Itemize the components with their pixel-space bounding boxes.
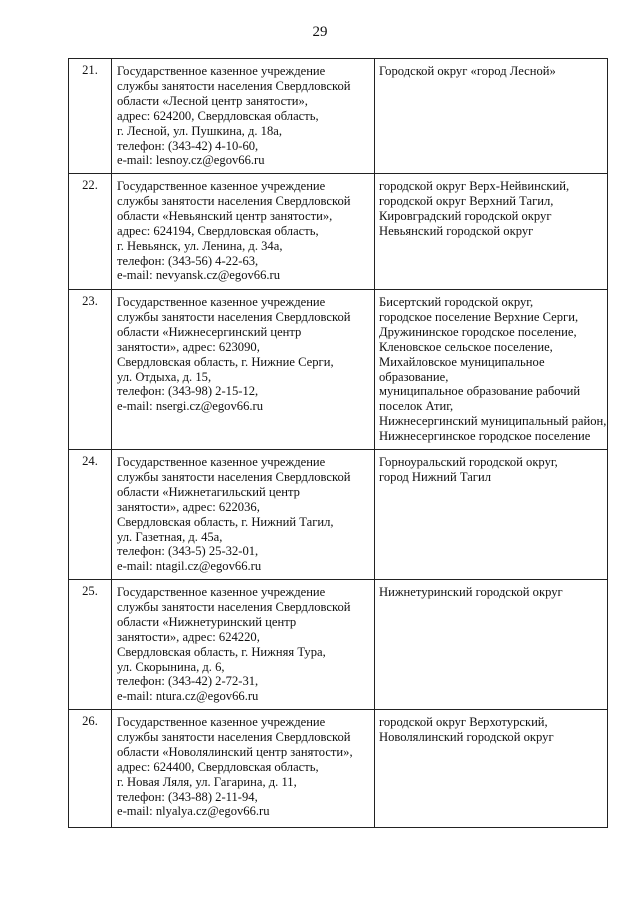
territory-cell xyxy=(375,710,608,828)
territory-cell xyxy=(375,450,608,580)
organization-line: адрес: 624194, Свердловская область, xyxy=(117,223,319,238)
organization-cell xyxy=(112,59,375,174)
organization-line: г. Невьянск, ул. Ленина, д. 34а, xyxy=(117,238,283,253)
territory-line: городской округ Верх-Нейвинский, xyxy=(379,179,570,193)
row-number: 24. xyxy=(69,450,112,580)
organization-line: занятости», адрес: 624220, xyxy=(117,629,260,644)
territory-line: Кленовское сельское поселение, xyxy=(379,339,553,354)
organization-line: телефон: (343-42) 2-72-31, xyxy=(117,674,259,689)
organization-line: области «Невьянский центр занятости», xyxy=(117,208,333,223)
territory-line: городской округ Верхотурский, xyxy=(379,715,548,729)
organization-line: адрес: 624200, Свердловская область, xyxy=(117,108,319,123)
organization-line: Свердловская область, г. Нижние Серги, xyxy=(117,354,334,369)
organization-line: телефон: (343-56) 4-22-63, xyxy=(117,253,259,268)
row-number: 25. xyxy=(69,580,112,710)
organization-line: г. Лесной, ул. Пушкина, д. 18а, xyxy=(117,123,282,138)
territory-line: образование, xyxy=(379,369,449,384)
organization-line: e-mail: nsergi.cz@egov66.ru xyxy=(117,399,264,414)
organization-cell xyxy=(112,710,375,828)
table-row xyxy=(69,450,608,580)
organization-cell xyxy=(112,450,375,580)
organization-line: службы занятости населения Свердловской xyxy=(117,729,351,744)
organization-line: телефон: (343-42) 4-10-60, xyxy=(117,138,259,153)
organization-line: занятости», адрес: 623090, xyxy=(117,339,260,354)
organization-cell xyxy=(112,580,375,710)
organization-line: e-mail: nlyalya.cz@egov66.ru xyxy=(117,804,270,819)
table-row xyxy=(69,580,608,710)
territory-line: городской округ Верхний Тагил, xyxy=(379,193,554,208)
territory-line: Бисертский городской округ, xyxy=(379,295,534,309)
territory-line: Нижнесергинский муниципальный район, xyxy=(379,414,607,429)
organization-line: телефон: (343-98) 2-15-12, xyxy=(117,384,259,399)
row-number: 23. xyxy=(69,290,112,450)
territory-line: Невьянский городской округ xyxy=(379,223,534,238)
territory-line: поселок Атиг, xyxy=(379,399,454,414)
territory-cell xyxy=(375,580,608,710)
organization-line: области «Нижнетагильский центр xyxy=(117,484,300,499)
territory-line: Горноуральский городской округ, xyxy=(379,455,558,469)
table-row xyxy=(69,59,608,174)
organization-line: службы занятости населения Свердловской xyxy=(117,78,351,93)
organization-line: службы занятости населения Свердловской xyxy=(117,599,351,614)
territory-line: Кировградский городской округ xyxy=(379,208,552,223)
organization-line: e-mail: nevyansk.cz@egov66.ru xyxy=(117,268,281,283)
table-row xyxy=(69,174,608,290)
organization-line: Государственное казенное учреждение xyxy=(117,179,326,193)
organization-line: области «Нижнесергинский центр xyxy=(117,324,302,339)
organization-line: области «Нижнетуринский центр xyxy=(117,614,297,629)
organization-line: Государственное казенное учреждение xyxy=(117,64,326,78)
row-number: 21. xyxy=(69,59,112,174)
organization-line: Государственное казенное учреждение xyxy=(117,455,326,469)
territory-line: городское поселение Верхние Серги, xyxy=(379,309,579,324)
organization-line: ул. Отдыха, д. 15, xyxy=(117,369,212,384)
organization-line: e-mail: lesnoy.cz@egov66.ru xyxy=(117,153,265,168)
organization-line: ул. Скорынина, д. 6, xyxy=(117,659,225,674)
organization-line: телефон: (343-5) 25-32-01, xyxy=(117,544,259,559)
row-number: 22. xyxy=(69,174,112,290)
organization-line: ул. Газетная, д. 45а, xyxy=(117,529,223,544)
organization-line: области «Новолялинский центр занятости», xyxy=(117,744,353,759)
territory-line: Михайловское муниципальное xyxy=(379,354,545,369)
employment-centers-table xyxy=(68,58,608,828)
table-row xyxy=(69,710,608,828)
organization-line: г. Новая Ляля, ул. Гагарина, д. 11, xyxy=(117,774,297,789)
organization-line: Государственное казенное учреждение xyxy=(117,715,326,729)
organization-line: Государственное казенное учреждение xyxy=(117,585,326,599)
organization-line: области «Лесной центр занятости», xyxy=(117,93,308,108)
territory-line: Городской округ «город Лесной» xyxy=(379,64,556,78)
territory-line: муниципальное образование рабочий xyxy=(379,384,581,399)
table-row xyxy=(69,290,608,450)
territory-cell xyxy=(375,174,608,290)
row-number: 26. xyxy=(69,710,112,828)
territory-line: Нижнесергинское городское поселение xyxy=(379,429,591,444)
territory-cell xyxy=(375,59,608,174)
territory-line: Дружининское городское поселение, xyxy=(379,324,577,339)
page-number: 29 xyxy=(312,24,328,40)
territory-cell xyxy=(375,290,608,450)
organization-line: Свердловская область, г. Нижний Тагил, xyxy=(117,514,334,529)
organization-cell xyxy=(112,174,375,290)
organization-line: телефон: (343-88) 2-11-94, xyxy=(117,789,258,804)
organization-line: Свердловская область, г. Нижняя Тура, xyxy=(117,644,326,659)
organization-line: занятости», адрес: 622036, xyxy=(117,499,260,514)
organization-line: Государственное казенное учреждение xyxy=(117,295,326,309)
organization-cell xyxy=(112,290,375,450)
territory-line: Нижнетуринский городской округ xyxy=(379,585,563,599)
organization-line: службы занятости населения Свердловской xyxy=(117,309,351,324)
organization-line: службы занятости населения Свердловской xyxy=(117,469,351,484)
organization-line: службы занятости населения Свердловской xyxy=(117,193,351,208)
organization-line: адрес: 624400, Свердловская область, xyxy=(117,759,319,774)
territory-line: город Нижний Тагил xyxy=(379,469,491,484)
organization-line: e-mail: ntagil.cz@egov66.ru xyxy=(117,559,262,574)
organization-line: e-mail: ntura.cz@egov66.ru xyxy=(117,689,259,704)
territory-line: Новолялинский городской округ xyxy=(379,729,554,744)
